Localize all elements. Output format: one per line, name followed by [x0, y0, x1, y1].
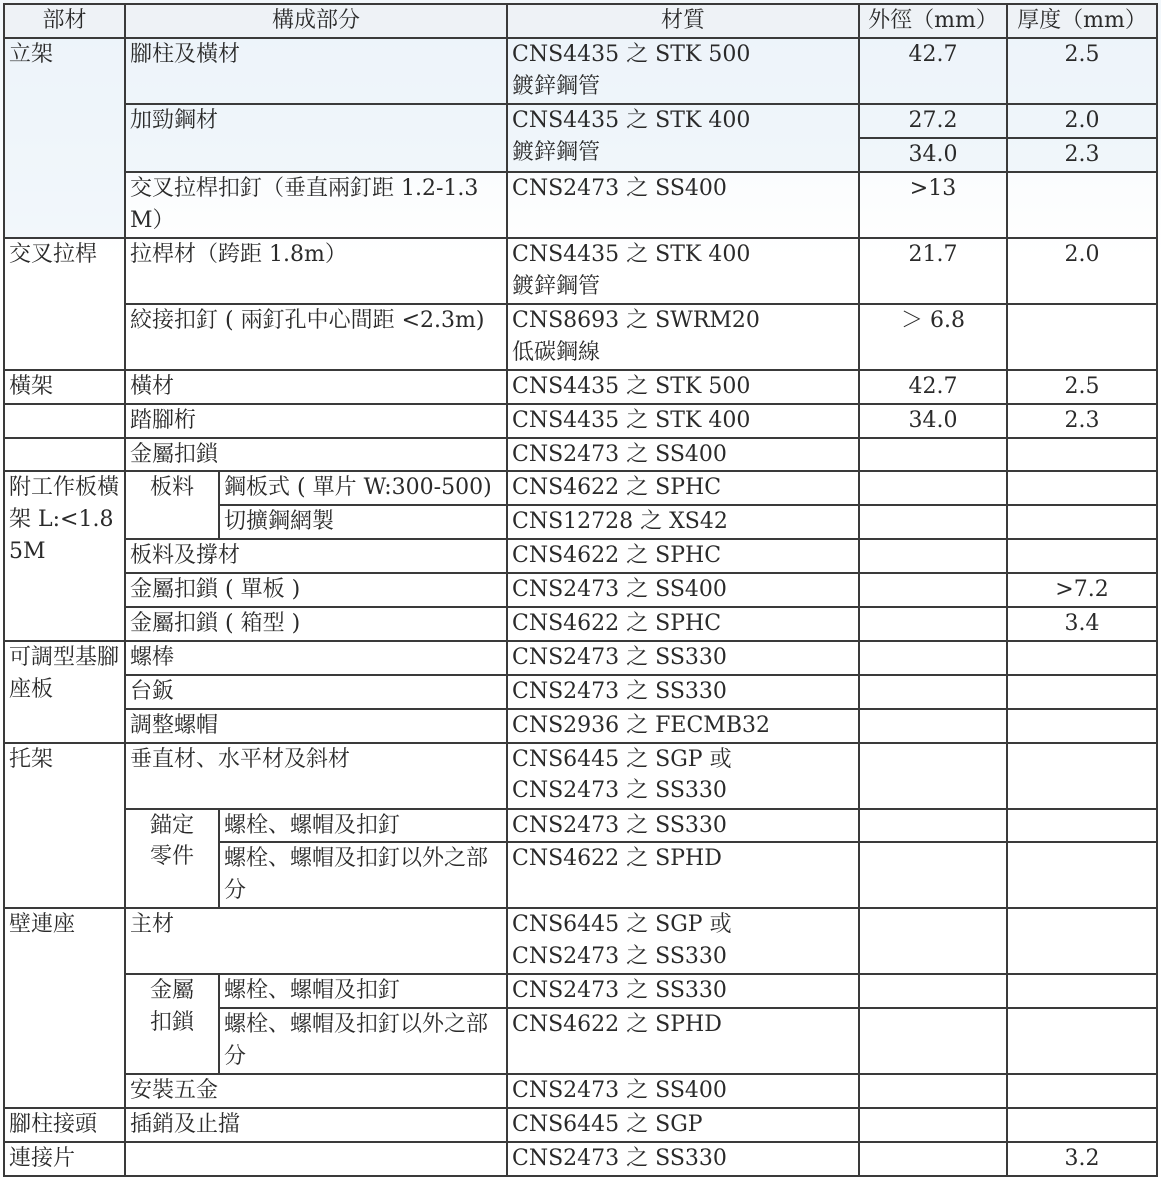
thickness-cell — [1007, 1008, 1157, 1074]
material-line: CNS6445 之 SGP 或 — [512, 746, 732, 772]
outer-diameter-cell — [859, 505, 1007, 539]
outer-diameter-cell — [859, 607, 1007, 641]
table-row — [4, 908, 1157, 974]
table-row — [4, 539, 1157, 573]
category-cell: 腳柱接頭 — [4, 1108, 125, 1142]
table-row — [4, 809, 1157, 843]
table-row — [4, 104, 1157, 138]
thickness-cell — [1007, 743, 1157, 809]
part-cell: 安裝五金 — [125, 1074, 507, 1108]
scaffold-material-table — [3, 3, 1158, 1177]
thickness-cell: 3.2 — [1007, 1142, 1157, 1176]
part-cell: 加勁鋼材 — [125, 104, 507, 172]
thickness-cell: 2.3 — [1007, 138, 1157, 172]
material-line: 低碳鋼線 — [512, 339, 601, 365]
category-cell: 連接片 — [4, 1142, 125, 1176]
material-line: CNS4435 之 STK 500 — [512, 42, 751, 67]
material-cell: CNS2473 之 SS330 — [507, 1142, 859, 1176]
table-row — [4, 1142, 1157, 1176]
table-row — [4, 675, 1157, 709]
thickness-cell — [1007, 842, 1157, 908]
outer-diameter-cell: 42.7 — [859, 370, 1007, 404]
category-cell: 托架 — [4, 743, 125, 909]
subgroup-cell: 金屬扣鎖 — [125, 974, 219, 1074]
material-cell: CNS4435 之 STK 400 — [507, 404, 859, 438]
part-cell: 螺栓、螺帽及扣釘以外之部分 — [219, 842, 507, 908]
material-cell: CNS4435 之 STK 500 — [507, 370, 859, 404]
outer-diameter-cell — [859, 1108, 1007, 1142]
table-row — [4, 404, 1157, 438]
material-cell — [507, 238, 859, 304]
material-line: 鍍鋅鋼管 — [512, 273, 601, 299]
part-cell: 金屬扣鎖 — [125, 438, 507, 472]
material-cell: CNS4622 之 SPHD — [507, 842, 859, 908]
material-line: CNS2473 之 SS330 — [512, 778, 727, 804]
part-cell: 螺栓、螺帽及扣釘以外之部分 — [219, 1008, 507, 1074]
material-cell: CNS2473 之 SS400 — [507, 172, 859, 238]
material-cell: CNS12728 之 XS42 — [507, 505, 859, 539]
material-line: CNS2473 之 SS330 — [512, 944, 727, 970]
table-row — [4, 1108, 1157, 1142]
thickness-cell: 2.5 — [1007, 370, 1157, 404]
header-outer-diameter: 外徑（mm） — [859, 4, 1007, 38]
material-cell: CNS4622 之 SPHC — [507, 471, 859, 505]
table-row — [4, 641, 1157, 675]
part-cell — [125, 1142, 507, 1176]
thickness-cell: >7.2 — [1007, 573, 1157, 607]
thickness-cell — [1007, 438, 1157, 472]
part-cell: 交叉拉桿扣釘（垂直兩釘距 1.2-1.3M） — [125, 172, 507, 238]
category-cell: 附工作板橫架 L:<1.85M — [4, 471, 125, 640]
outer-diameter-cell — [859, 1008, 1007, 1074]
material-cell: CNS4622 之 SPHC — [507, 607, 859, 641]
outer-diameter-cell — [859, 974, 1007, 1008]
category-cell: 立架 — [4, 38, 125, 238]
outer-diameter-cell: 21.7 — [859, 238, 1007, 304]
category-cell: 橫架 — [4, 370, 125, 404]
thickness-cell: 2.0 — [1007, 238, 1157, 304]
table-row — [4, 1074, 1157, 1108]
part-cell: 鋼板式 ( 單片 W:300-500) — [219, 471, 507, 505]
category-cell: 壁連座 — [4, 908, 125, 1108]
outer-diameter-cell — [859, 743, 1007, 809]
material-cell — [507, 38, 859, 104]
thickness-cell — [1007, 641, 1157, 675]
thickness-cell — [1007, 809, 1157, 843]
part-cell: 主材 — [125, 908, 507, 974]
thickness-cell — [1007, 304, 1157, 370]
thickness-cell — [1007, 675, 1157, 709]
material-cell — [507, 743, 859, 809]
outer-diameter-cell — [859, 675, 1007, 709]
material-cell — [507, 908, 859, 974]
outer-diameter-cell — [859, 709, 1007, 743]
table-row — [4, 304, 1157, 370]
outer-diameter-cell: 27.2 — [859, 104, 1007, 138]
table-row — [4, 573, 1157, 607]
material-line: CNS4435 之 STK 400 — [512, 108, 751, 133]
outer-diameter-cell — [859, 573, 1007, 607]
part-cell: 螺栓、螺帽及扣釘 — [219, 809, 507, 843]
part-cell: 金屬扣鎖 ( 單板 ) — [125, 573, 507, 607]
outer-diameter-cell — [859, 908, 1007, 974]
table-row — [4, 743, 1157, 809]
table-row — [4, 471, 1157, 505]
outer-diameter-cell: 34.0 — [859, 138, 1007, 172]
material-cell: CNS2473 之 SS330 — [507, 974, 859, 1008]
part-cell: 螺栓、螺帽及扣釘 — [219, 974, 507, 1008]
outer-diameter-cell: 42.7 — [859, 38, 1007, 104]
category-cell: 可調型基腳座板 — [4, 641, 125, 743]
table-header-row — [4, 4, 1157, 38]
outer-diameter-cell — [859, 471, 1007, 505]
thickness-cell — [1007, 908, 1157, 974]
material-cell: CNS2473 之 SS400 — [507, 438, 859, 472]
material-cell: CNS2473 之 SS330 — [507, 809, 859, 843]
thickness-cell: 2.0 — [1007, 104, 1157, 138]
material-cell: CNS6445 之 SGP — [507, 1108, 859, 1142]
material-cell: CNS2473 之 SS330 — [507, 641, 859, 675]
outer-diameter-cell: >13 — [859, 172, 1007, 238]
thickness-cell — [1007, 1108, 1157, 1142]
outer-diameter-cell — [859, 842, 1007, 908]
part-cell: 調整螺帽 — [125, 709, 507, 743]
material-line: CNS6445 之 SGP 或 — [512, 912, 732, 938]
table-row — [4, 38, 1157, 104]
thickness-cell — [1007, 1074, 1157, 1108]
material-cell — [507, 304, 859, 370]
table-row — [4, 238, 1157, 304]
table-row — [4, 607, 1157, 641]
material-line: 鍍鋅鋼管 — [512, 73, 601, 99]
material-cell: CNS2473 之 SS400 — [507, 573, 859, 607]
outer-diameter-cell — [859, 438, 1007, 472]
category-cell — [4, 438, 125, 472]
thickness-cell: 2.5 — [1007, 38, 1157, 104]
outer-diameter-cell: ＞ 6.8 — [859, 304, 1007, 370]
material-cell: CNS2473 之 SS330 — [507, 675, 859, 709]
part-cell: 拉桿材（跨距 1.8m） — [125, 238, 507, 304]
thickness-cell: 2.3 — [1007, 404, 1157, 438]
part-cell: 板料及撐材 — [125, 539, 507, 573]
subgroup-cell: 錨定零件 — [125, 809, 219, 909]
category-cell: 交叉拉桿 — [4, 238, 125, 370]
header-category: 部材 — [4, 4, 125, 38]
table-row — [4, 172, 1157, 238]
material-cell: CNS4622 之 SPHD — [507, 1008, 859, 1074]
material-cell: CNS4622 之 SPHC — [507, 539, 859, 573]
thickness-cell — [1007, 172, 1157, 238]
thickness-cell — [1007, 505, 1157, 539]
part-cell: 插銷及止擋 — [125, 1108, 507, 1142]
table-row — [4, 370, 1157, 404]
material-cell: CNS2936 之 FECMB32 — [507, 709, 859, 743]
thickness-cell — [1007, 471, 1157, 505]
header-part: 構成部分 — [125, 4, 507, 38]
part-cell: 垂直材、水平材及斜材 — [125, 743, 507, 809]
part-cell: 切擴鋼網製 — [219, 505, 507, 539]
part-cell: 橫材 — [125, 370, 507, 404]
outer-diameter-cell — [859, 809, 1007, 843]
thickness-cell — [1007, 539, 1157, 573]
outer-diameter-cell — [859, 1142, 1007, 1176]
thickness-cell: 3.4 — [1007, 607, 1157, 641]
thickness-cell — [1007, 974, 1157, 1008]
table-row — [4, 438, 1157, 472]
part-cell: 腳柱及橫材 — [125, 38, 507, 104]
category-cell — [4, 404, 125, 438]
table-row — [4, 709, 1157, 743]
thickness-cell — [1007, 709, 1157, 743]
table-row — [4, 974, 1157, 1008]
outer-diameter-cell — [859, 1074, 1007, 1108]
part-cell: 金屬扣鎖 ( 箱型 ) — [125, 607, 507, 641]
header-thickness: 厚度（mm） — [1007, 4, 1157, 38]
outer-diameter-cell: 34.0 — [859, 404, 1007, 438]
material-cell: CNS2473 之 SS400 — [507, 1074, 859, 1108]
material-cell — [507, 104, 859, 172]
header-material: 材質 — [507, 4, 859, 38]
material-line: CNS4435 之 STK 400 — [512, 241, 751, 267]
subgroup-cell: 板料 — [125, 471, 219, 539]
outer-diameter-cell — [859, 539, 1007, 573]
material-line: CNS8693 之 SWRM20 — [512, 307, 760, 333]
part-cell: 絞接扣釘 ( 兩釘孔中心間距 <2.3m) — [125, 304, 507, 370]
outer-diameter-cell — [859, 641, 1007, 675]
part-cell: 踏腳桁 — [125, 404, 507, 438]
part-cell: 台鈑 — [125, 675, 507, 709]
part-cell: 螺棒 — [125, 641, 507, 675]
material-line: 鍍鋅鋼管 — [512, 139, 601, 165]
